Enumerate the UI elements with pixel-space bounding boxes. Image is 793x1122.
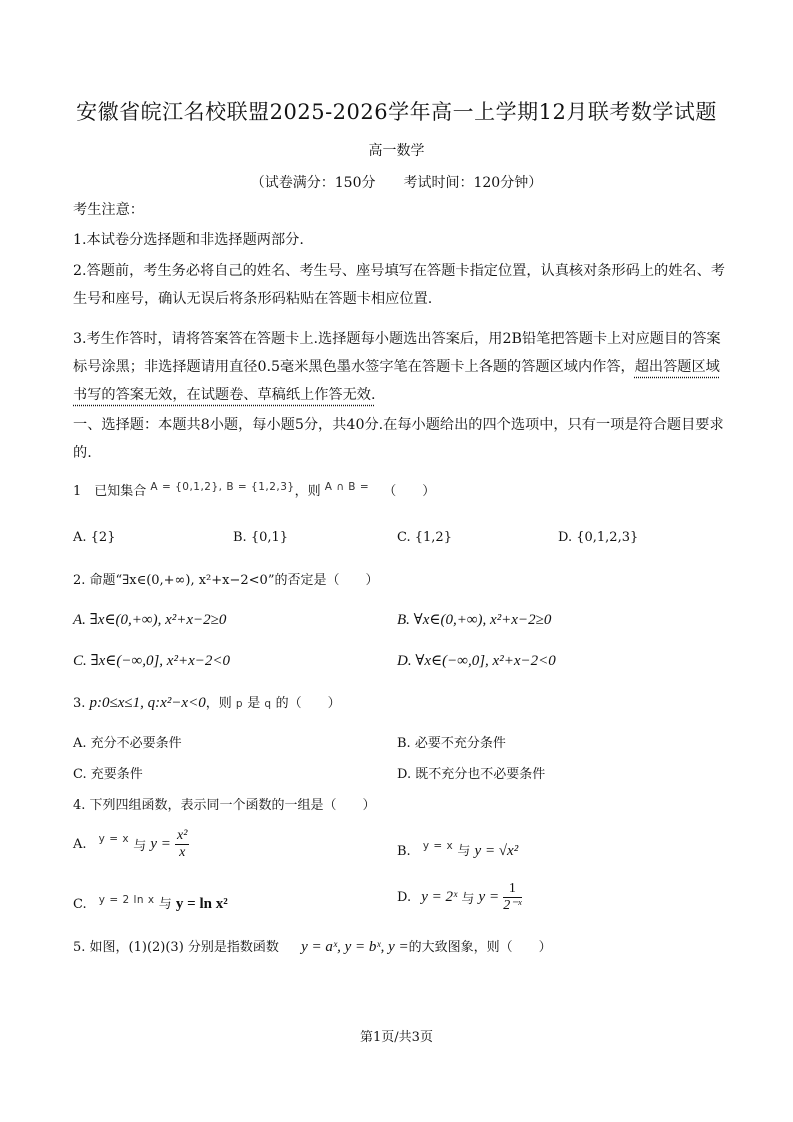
- q4-option-a-y: y =: [150, 836, 171, 852]
- q3-option-d[interactable]: [397, 763, 545, 782]
- exam-title: 安徽省皖江名校联盟2025-2026学年高一上学期12月联考数学试题: [76, 100, 717, 124]
- q3-rest-2: 是: [247, 696, 261, 711]
- question-2: 2. 命题“∃x∈(0,+∞), x²+x−2<0”的否定是（ ）: [73, 573, 379, 588]
- notice-item-2: 2.答题前，考生务必将自己的姓名、考生号、座号填写在答题卡指定位置，认真核对条形码上的姓名、考生号和座号，确认无误后将条形码粘贴在答题卡相应位置.: [73, 263, 725, 307]
- q3-rest-3: 的（ ）: [275, 696, 341, 711]
- notice-item-1: 1.本试卷分选择题和非选择题两部分.: [73, 232, 304, 248]
- q3-option-b-text: B. 必要不充分条件: [397, 736, 506, 751]
- q1-blank: （ ）: [383, 484, 436, 499]
- notice-item-3-emphasis: 超出答题区域书写的答案无效，在试题卷、草稿纸上作答无效.: [73, 359, 720, 403]
- q5-prefix: 5. 如图，(1)(2)(3) 分别是指数函数: [73, 940, 279, 955]
- q4-option-d[interactable]: [397, 881, 522, 914]
- q4-option-d-numerator: 1: [503, 881, 521, 898]
- q2-option-b[interactable]: [397, 610, 551, 629]
- q3-num: 3.: [73, 696, 86, 711]
- q4-option-a-f1: y = x: [98, 833, 130, 845]
- q1-expr: A ∩ B =: [324, 481, 370, 493]
- question-5: [73, 936, 552, 956]
- q4-option-c-f2: y = ln x²: [175, 896, 228, 912]
- q3-q: q: [264, 698, 272, 710]
- q3-option-d-text: D. 既不充分也不必要条件: [397, 767, 546, 782]
- q4-option-d-with: 与: [461, 892, 475, 907]
- q1-option-a[interactable]: [73, 530, 115, 545]
- q2-option-a-text: A. ∃x∈(0,+∞), x²+x−2≥0: [73, 612, 227, 628]
- q3-option-a-text: A. 充分不必要条件: [73, 736, 182, 751]
- q1-prefix: 1 已知集合: [73, 484, 147, 499]
- notice-heading: 考生注意：: [73, 202, 144, 218]
- q1-option-c[interactable]: [397, 530, 452, 545]
- q1-option-a-text: A. {2}: [73, 530, 116, 545]
- q3-option-a[interactable]: [73, 732, 182, 751]
- notice-item-3-text: 3.考生作答时，请将答案答在答题卡上.选择题每小题选出答案后，用2B铅笔把答题卡上对应题目的答案标号涂黑；非选择题请用直径0.5毫米黑色墨水签字笔在答题卡上各题的答题区域内作答，: [73, 331, 721, 375]
- q4-option-b-with: 与: [457, 844, 471, 859]
- q4-option-d-y: y =: [478, 889, 500, 905]
- q2-option-c-text: C. ∃x∈(−∞,0], x²+x−2<0: [73, 653, 230, 669]
- q4-option-d-f1: y = 2ˣ: [421, 889, 458, 905]
- q2-option-c[interactable]: [73, 651, 230, 670]
- q1-option-c-text: C. {1,2}: [397, 530, 452, 545]
- q4-option-d-fraction: [503, 881, 521, 914]
- section-1-heading: 一、选择题：本题共8小题，每小题5分，共40分.在每小题给出的四个选项中，只有一项是符合题目要求的.: [73, 417, 724, 461]
- question-4: 4. 下列四组函数，表示同一个函数的一组是（ ）: [73, 798, 376, 813]
- q5-suffix: 的大致图象，则（ ）: [408, 940, 552, 955]
- q4-option-a-numerator: x²: [177, 828, 188, 843]
- q2-option-b-text: B. ∀x∈(0,+∞), x²+x−2≥0: [397, 612, 552, 628]
- q4-option-a-denominator: x: [179, 845, 186, 860]
- q4-option-a-with: 与: [133, 839, 147, 854]
- q3-condition: p:0≤x≤1, q:x²−x<0: [89, 695, 206, 711]
- q1-sets: A = {0,1,2}, B = {1,2,3}: [150, 481, 295, 493]
- q2-option-d-text: D. ∀x∈(−∞,0], x²+x−2<0: [397, 653, 556, 669]
- q3-p: p: [235, 698, 244, 710]
- q4-option-c-label: C.: [73, 897, 87, 912]
- q3-option-c[interactable]: [73, 763, 143, 782]
- notice-item-3: [73, 325, 725, 409]
- q4-option-b-label: B.: [397, 844, 411, 859]
- q4-option-a[interactable]: [73, 828, 189, 861]
- question-1: [73, 480, 435, 499]
- q2-option-d[interactable]: [397, 651, 556, 670]
- q4-option-b-f2: y = √x²: [474, 843, 519, 859]
- q1-option-b-text: B. {0,1}: [233, 530, 289, 545]
- q1-option-b[interactable]: [233, 530, 288, 545]
- q2-option-a[interactable]: [73, 610, 226, 629]
- q4-option-a-label: A.: [73, 837, 87, 852]
- q4-option-d-denominator: 2⁻ˣ: [503, 898, 522, 913]
- page-footer: 第1页/共3页: [360, 1030, 433, 1045]
- q3-option-b[interactable]: [397, 732, 506, 751]
- exam-info: （试卷满分：150分 考试时间：120分钟）: [250, 175, 543, 191]
- q4-option-b-f1: y = x: [422, 840, 454, 852]
- q3-option-c-text: C. 充要条件: [73, 767, 143, 782]
- q3-rest-1: ，则: [205, 696, 232, 711]
- q1-option-d[interactable]: [558, 530, 638, 545]
- q1-option-d-text: D. {0,1,2,3}: [558, 530, 639, 545]
- q4-option-d-label: D.: [397, 890, 412, 905]
- q4-option-a-fraction: [175, 828, 189, 861]
- q5-funcs: y = aˣ, y = bˣ, y =: [301, 939, 409, 955]
- q4-option-c[interactable]: [73, 893, 228, 913]
- question-3: [73, 692, 341, 712]
- q1-mid: ，则: [294, 484, 321, 499]
- exam-subtitle: 高一数学: [368, 143, 425, 159]
- q4-option-c-with: 与: [158, 897, 172, 912]
- q4-option-b[interactable]: [397, 840, 518, 860]
- q4-option-c-f1: y = 2 ln x: [98, 894, 155, 906]
